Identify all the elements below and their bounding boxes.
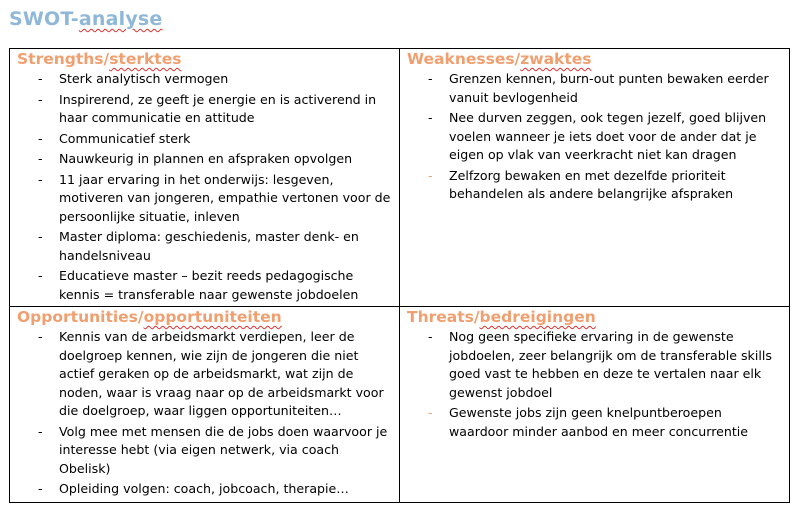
title-prefix: SWOT- — [9, 8, 79, 30]
list-item: - 11 jaar ervaring in het onderwijs: lesgeven, motiveren van jongeren, empathie vertonen voor de persoonlijke situatie, inleven — [38, 171, 391, 224]
list-item: - Nog geen specifieke ervaring in de gewenste jobdoelen, zeer belangrijk om de transferable skills goed vast te hebben en deze te vertalen naar elk gewenst jobdoel — [428, 329, 772, 400]
list-item: - Kennis van de arbeidsmarkt verdiepen, leer de doelgroep kennen, wie zijn de jongeren die niet actief geraken op de arbeidsmarkt, wat zijn de noden, waar is vraag naar op de arbeidsmarkt voor die doelgroep, waar liggen opportuniteiten… — [38, 329, 384, 418]
document-title — [9, 8, 163, 30]
threats-cell — [400, 307, 790, 503]
list-item: - Opleiding volgen: coach, jobcoach, therapie… — [38, 481, 349, 496]
strengths-cell — [10, 49, 400, 307]
list-item: - Zelfzorg bewaken en met dezelfde prioriteit behandelen als andere belangrijke afspraken — [428, 167, 734, 201]
list-item: - Volg mee met mensen die de jobs doen waarvoor je interesse hebt (via eigen netwerk, via coach Obelisk) — [38, 423, 388, 476]
weaknesses-heading: Weaknesses/zwaktes — [407, 50, 592, 68]
opportunities-list — [10, 328, 399, 499]
list-item: - Inspirerend, ze geeft je energie en is activerend in haar communicatie en attitude — [38, 91, 377, 125]
threats-list — [400, 328, 789, 441]
weaknesses-list — [400, 70, 789, 204]
opportunities-heading: Opportunities/opportuniteiten — [17, 308, 282, 326]
title-word: analyse — [78, 8, 163, 30]
list-item: - Master diploma: geschiedenis, master denk- en handelsniveau — [38, 229, 359, 263]
threats-heading: Threats/bedreigingen — [407, 308, 596, 326]
opportunities-cell — [10, 307, 400, 503]
strengths-list — [10, 70, 399, 304]
swot-table — [9, 48, 790, 503]
list-item: - Nauwkeurig in plannen en afspraken opvolgen — [38, 151, 353, 166]
list-item: - Sterk analytisch vermogen — [38, 71, 229, 86]
strengths-heading: Strengths/sterktes — [17, 50, 182, 68]
list-item: - Educatieve master – bezit reeds pedagogische kennis = transferable naar gewenste jobdoelen — [38, 268, 359, 302]
weaknesses-cell — [400, 49, 790, 307]
list-item: - Nee durven zeggen, ook tegen jezelf, goed blijven voelen wanneer je iets doet voor de ander dat je eigen op vlak van veerkracht niet kan dragen — [428, 110, 767, 162]
list-item: - Gewenste jobs zijn geen knelpuntberoepen waardoor minder aanbod en meer concurrentie — [428, 405, 749, 439]
list-item: - Grenzen kennen, burn-out punten bewaken eerder vanuit bevlogenheid — [428, 71, 769, 105]
list-item: - Communicatief sterk — [38, 130, 191, 146]
